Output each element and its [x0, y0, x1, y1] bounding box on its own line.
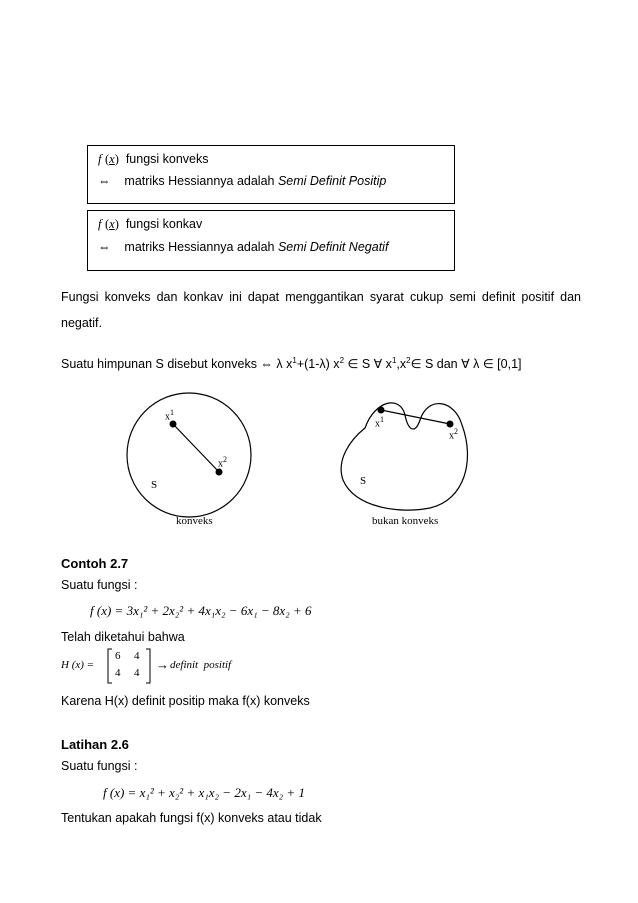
nonconvex-set-shape	[341, 403, 467, 510]
convex-segment	[173, 424, 219, 472]
fx-symbol: f	[98, 152, 102, 166]
concave-label: fungsi konkav	[125, 217, 203, 231]
left-set-label: S	[151, 479, 158, 491]
left-caption: konveks	[176, 515, 213, 527]
semi-definite-positive: Semi Definit Positip	[277, 174, 387, 188]
concave-hessian-line	[98, 240, 388, 254]
matrix-cell-21: 4	[115, 667, 121, 679]
semi-definite-negative: Semi Definit Negatif	[277, 240, 389, 254]
convex-set-figure	[0, 390, 638, 540]
concave-definition-box	[87, 210, 455, 271]
right-set-label: S	[360, 475, 367, 487]
convex-definition-box	[87, 145, 455, 204]
right-x1-label: $x^1$	[375, 415, 384, 430]
right-caption: bukan konveks	[372, 515, 439, 527]
convex-point-x2	[216, 469, 223, 476]
hessian-text: matriks Hessiannya adalah	[124, 240, 278, 254]
example-formula: f (x) = 3x₁² + 2x₂² + 4x₁x₂ − 6x₁ − 8x₂ + 6	[90, 603, 312, 618]
paragraph-convex-set: Suatu himpunan S disebut konveks ⇔ λ $x^1+(1-\lambda)$ $x^2$ ∈ S ∀ $x^1,x^2\in$ S dan ∀ λ ∈ [0,1]	[61, 356, 522, 372]
implies-arrow: →	[156, 657, 169, 672]
exercise-heading: Latihan 2.6	[61, 737, 129, 752]
matrix-cell-12: 4	[134, 650, 140, 662]
hessian-matrix-brackets	[106, 648, 152, 684]
hessian-text: matriks Hessiannya adalah	[124, 174, 278, 188]
fx-symbol: f	[98, 217, 102, 231]
definite-positive-result: definit positif	[170, 659, 232, 671]
matrix-cell-11: 6	[115, 650, 121, 662]
example-conclusion: Karena H(x) definit positip maka f(x) konveks	[61, 694, 310, 708]
concave-function-line: f (x) fungsi konkav	[98, 217, 203, 231]
iff-symbol: ⇔	[98, 174, 111, 188]
convex-label: fungsi konveks	[125, 152, 209, 166]
exercise-formula: f (x) = x₁² + x₂² + x₁x₂ − 2x₁ − 4x₂ + 1	[103, 785, 305, 800]
convex-hessian-line	[98, 174, 386, 188]
left-x2-label: $x^2$	[218, 455, 227, 470]
example-intro: Suatu fungsi :	[61, 578, 138, 592]
matrix-cell-22: 4	[134, 667, 140, 679]
convex-set-circle	[127, 393, 251, 517]
hessian-label: H (x) =	[61, 659, 95, 671]
exercise-task: Tentukan apakah fungsi f(x) konveks atau tidak	[61, 811, 322, 825]
iff-symbol: ⇔	[98, 240, 111, 254]
example-known: Telah diketahui bahwa	[61, 630, 185, 644]
convex-function-line: f (x) fungsi konveks	[98, 152, 209, 166]
right-x2-label: $x^2$	[449, 427, 458, 442]
exercise-intro: Suatu fungsi :	[61, 759, 138, 773]
example-heading: Contoh 2.7	[61, 556, 129, 571]
left-x1-label: $x^1$	[165, 408, 174, 423]
nonconvex-point-x1	[378, 407, 385, 414]
nonconvex-segment	[381, 410, 450, 424]
paragraph-replacement: Fungsi konveks dan konkav ini dapat menggantikan syarat cukup semi definit positif dan negatif.	[61, 290, 581, 330]
x-vector: x	[109, 217, 115, 231]
x-vector: x	[109, 152, 115, 166]
